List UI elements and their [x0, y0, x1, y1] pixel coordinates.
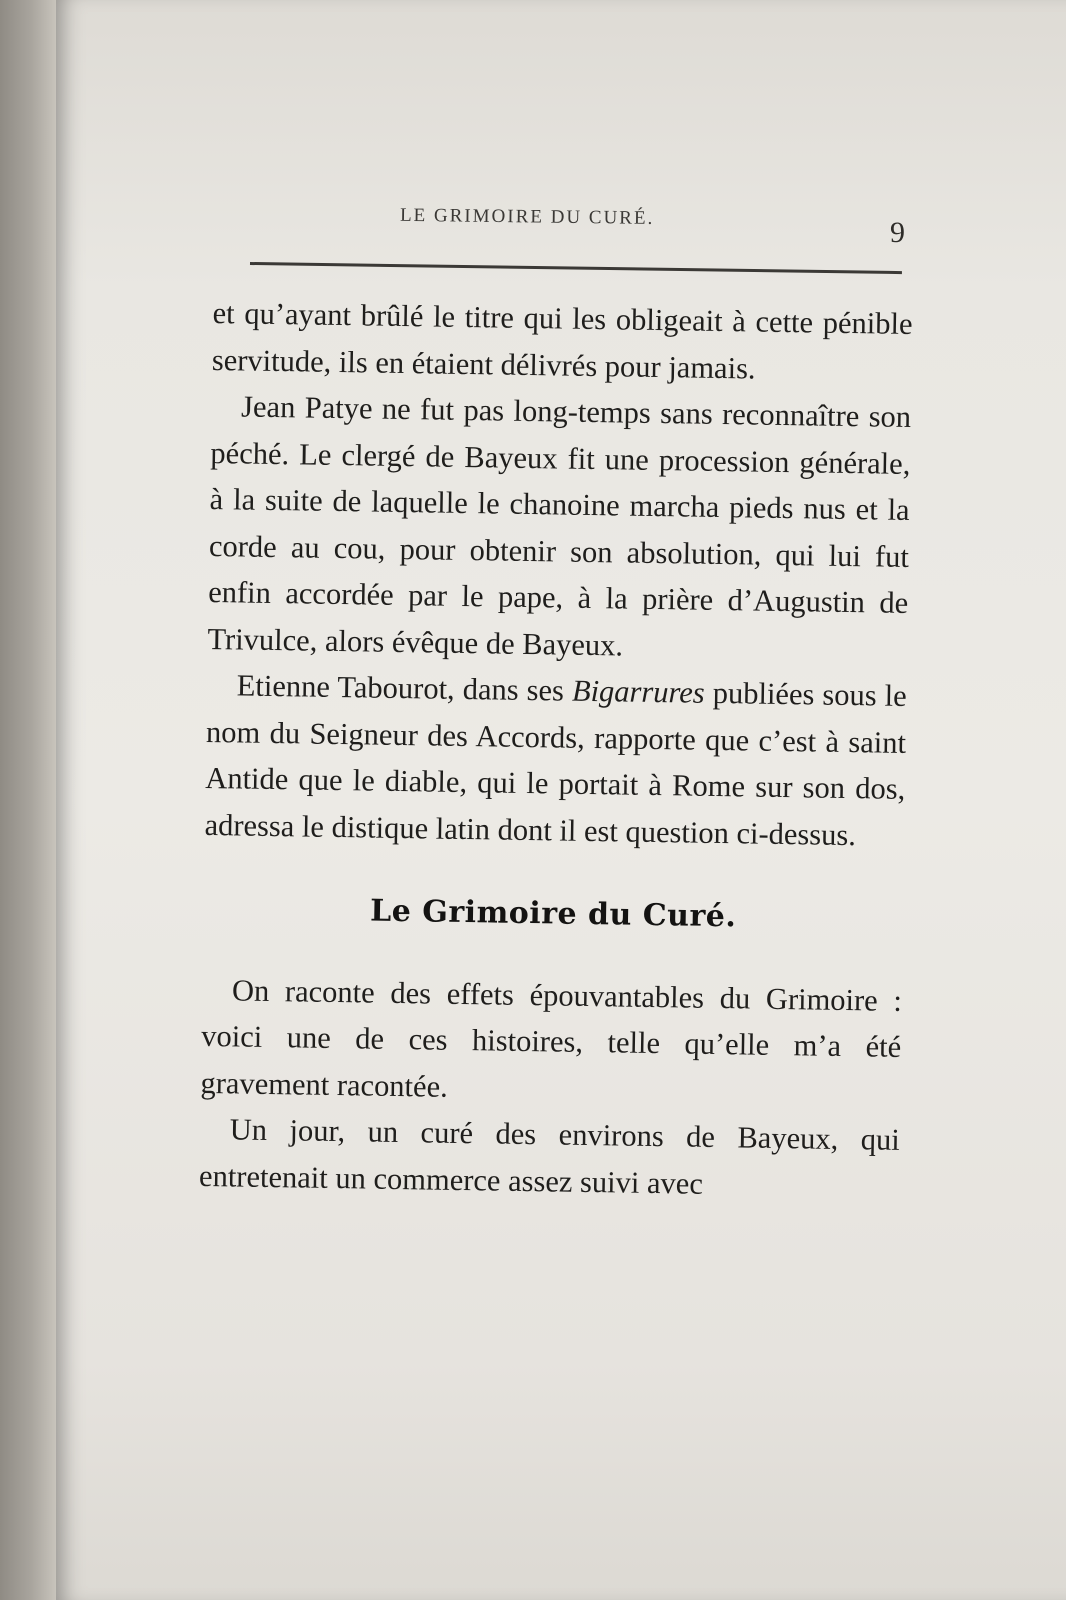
- paragraph-2: Jean Patye ne fut pas long-temps sans reconnaître son péché. Le clergé de Bayeux fit une procession générale, à la suite de laquelle le chanoine marcha pieds nus et la corde au cou, pour obtenir son absolution, qui lui fut enfin accordée par le pape, à la prière d’Augustin de Trivulce, alors évêque de Bayeux.: [207, 389, 912, 662]
- paragraph-1: et qu’ayant brûlé le titre qui les obligeait à cette pénible servitude, ils en étaient délivrés pour jamais.: [211, 295, 913, 386]
- body-text: [199, 290, 913, 1210]
- paragraph-4: On raconte des effets épouvantables du Grimoire : voici une de ces histoires, telle qu’elle m’a été gravement racontée.: [200, 972, 903, 1104]
- book-title-italic: Bigarrures: [571, 673, 705, 710]
- paragraph-3-end: publiées sous le nom du Seigneur des Accords, rapporte que c’est à saint Antide que le diable, qui le portait à Rome sur son dos, adressa le distique latin dont il est question ci-dessus.: [204, 675, 907, 852]
- paragraph-3-start: Etienne Tabourot, dans ses: [236, 668, 573, 708]
- paragraph-3: [204, 662, 907, 859]
- running-head: LE GRIMOIRE DU CURÉ.: [399, 204, 655, 229]
- page-number: 9: [890, 216, 905, 249]
- section-title: Le Grimoire du Curé.: [369, 893, 737, 935]
- paragraph-5: Un jour, un curé des environs de Bayeux, qui entretenait un commerce assez suivi avec: [198, 1112, 901, 1201]
